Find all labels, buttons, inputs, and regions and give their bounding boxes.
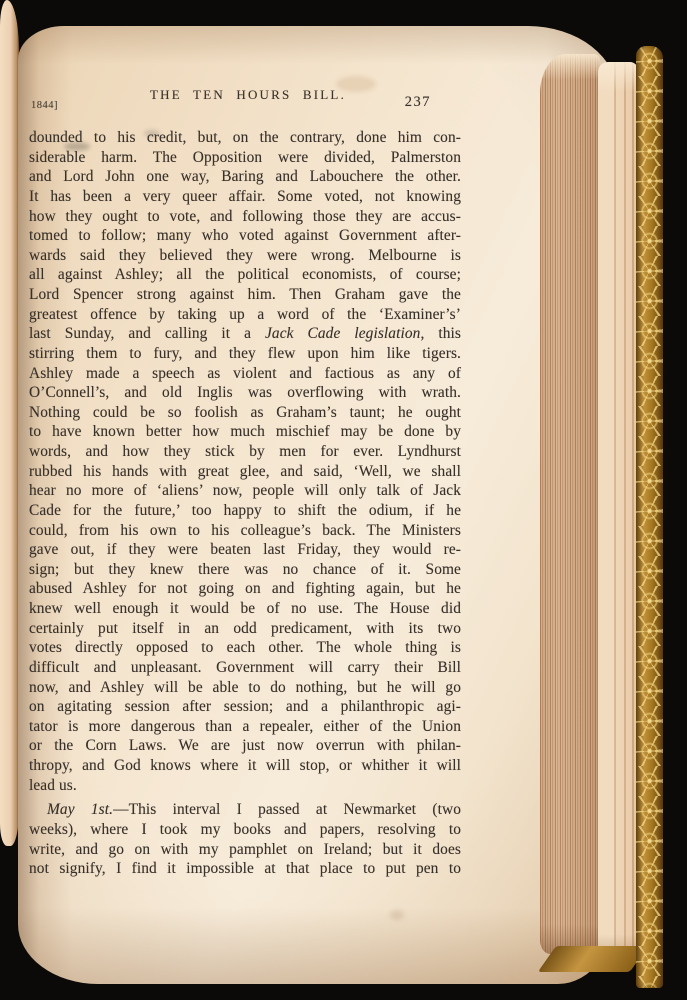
year-marker: 1844] — [31, 100, 58, 111]
text-segment: , this — [420, 325, 461, 343]
text-line: write, and go on with my pamphlet on Ireland; but it does — [29, 840, 461, 858]
text-segment: last Sunday, and calling it a — [29, 325, 265, 343]
text-line: Ashley made a speech as violent and factious as any of — [29, 364, 461, 382]
text-line: certainly put itself in an odd predicament, with its two — [29, 619, 461, 637]
page-stain — [390, 910, 404, 920]
paragraph — [29, 800, 461, 879]
text-line — [29, 800, 461, 820]
text-segment: —This interval I passed at Newmarket (two — [113, 801, 461, 819]
text-line: tomed to follow; many who voted against Government after- — [29, 227, 461, 245]
text-line: to have known better how much mischief may be done by — [29, 423, 461, 441]
text-line: lead us. — [29, 776, 77, 794]
text-line: how they ought to vote, and following those they are accus- — [29, 207, 461, 225]
text-line: abused Ashley for not going on and fighting again, but he — [29, 580, 461, 598]
text-line: siderable harm. The Opposition were divided, Palmerston — [29, 148, 461, 166]
text-line: thropy, and God knows where it will stop, or whither it will — [29, 757, 461, 774]
text-line: knew well enough it would be of no use. The House did — [29, 600, 461, 617]
text-line: greatest offence by taking up a word of the ‘Examiner’s’ — [29, 305, 461, 323]
facing-page-edge — [0, 0, 19, 846]
text-line: hear no more of ‘aliens’ now, people will only talk of Jack — [29, 482, 461, 500]
text-line: Cade for the future,’ too happy to shift the odium, if he — [29, 501, 461, 519]
page-header — [29, 86, 467, 120]
text-line: rubbed his hands with great glee, and said, ‘Well, we shall — [29, 462, 461, 480]
text-line: all against Ashley; all the political economists, of course; — [29, 266, 461, 284]
text-line: on agitating session after session; and a philanthropic agi- — [29, 698, 461, 716]
paragraph — [29, 128, 461, 795]
text-line: stirring them to fury, and they flew upon him like tigers. — [29, 344, 461, 362]
gilt-bottom-edge — [538, 946, 648, 972]
text-line: votes directly opposed to each other. The whole thing is — [29, 639, 461, 657]
text-line: dounded to his credit, but, on the contrary, done him con- — [29, 129, 461, 146]
text-line: and Lord John one way, Baring and Labouchere the other. — [29, 168, 461, 186]
text-line: It has been a very queer affair. Some voted, not knowing — [29, 187, 461, 205]
text-line: difficult and unpleasant. Government will carry their Bill — [29, 658, 461, 676]
page-number: 237 — [404, 94, 431, 110]
text-line: or the Corn Laws. We are just now overrun with philan- — [29, 737, 461, 755]
text-line: gave out, if they were beaten last Friday, they would re- — [29, 541, 461, 559]
book-page — [18, 26, 618, 984]
text-line: O’Connell’s, and old Inglis was overflowing with wrath. — [29, 384, 461, 402]
text-line: could, from his own to his colleague’s back. The Ministers — [29, 521, 461, 539]
text-line: Lord Spencer strong against him. Then Graham gave the — [29, 286, 461, 303]
running-title: THE TEN HOURS BILL. — [149, 87, 347, 102]
text-line: tator is more dangerous than a repealer, either of the Union — [29, 717, 461, 735]
date-lead: May 1st. — [47, 801, 114, 819]
text-line: sign; but they knew there was no chance of it. Some — [29, 560, 461, 578]
text-line: Nothing could be so foolish as Graham’s taunt; he ought — [29, 403, 461, 421]
gilt-binding-edge — [636, 46, 663, 988]
text-line: wards said they believed they were wrong. Melbourne is — [29, 246, 461, 264]
italic-phrase: Jack Cade legislation — [264, 325, 421, 343]
text-line: now, and Ashley will be able to do nothing, but he will go — [29, 678, 461, 696]
text-line: weeks), where I took my books and papers, resolving to — [29, 820, 461, 838]
text-line: words, and how they stick by men for ever. Lyndhurst — [29, 443, 461, 460]
text-line — [29, 324, 461, 344]
fore-edge-texture — [540, 54, 600, 954]
body-text — [29, 128, 461, 879]
text-line: not signify, I find it impossible at that place to put pen to — [29, 860, 461, 878]
page-edges-band — [598, 62, 638, 960]
